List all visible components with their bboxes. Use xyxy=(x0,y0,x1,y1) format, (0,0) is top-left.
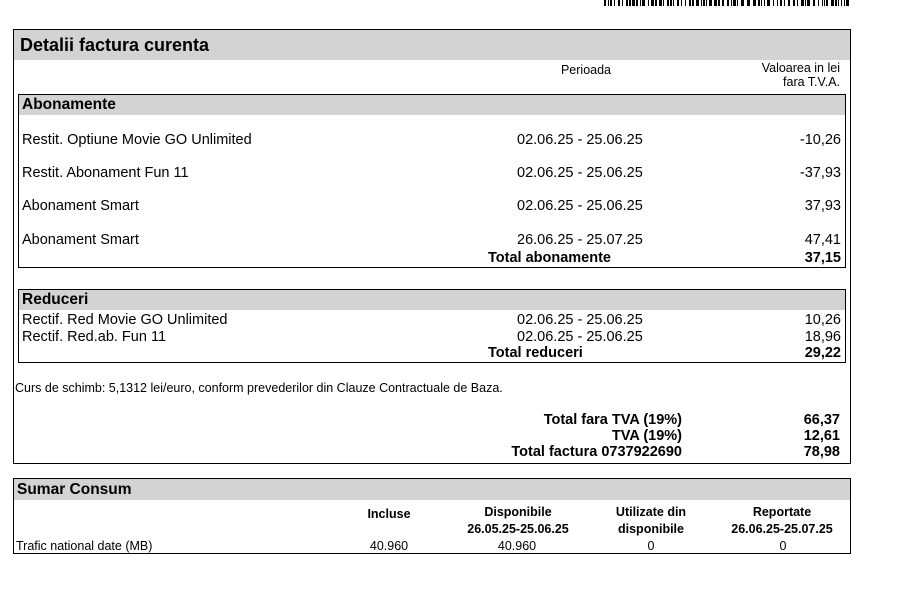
barcode-bar xyxy=(670,0,672,6)
header-used-line1: Utilizate din xyxy=(615,505,687,519)
barcode-bar xyxy=(677,0,679,6)
barcode-bar xyxy=(685,0,686,6)
barcode-bar xyxy=(622,0,623,6)
usage-summary-section xyxy=(13,478,851,554)
row-name: Rectif. Red Movie GO Unlimited xyxy=(22,312,228,328)
barcode-bar xyxy=(632,0,635,6)
barcode-bar xyxy=(807,0,810,6)
column-header-value xyxy=(714,61,840,89)
total-without-vat-label: Total fara TVA (19%) xyxy=(543,412,682,428)
barcode-bar xyxy=(692,0,694,6)
barcode-bar xyxy=(844,0,845,6)
barcode-bar xyxy=(651,0,654,6)
row-value: 10,26 xyxy=(804,312,841,328)
barcode-bar xyxy=(793,0,795,6)
barcode-bar xyxy=(731,0,732,6)
row-period: 02.06.25 - 25.06.25 xyxy=(517,329,643,345)
barcode-bar xyxy=(741,0,744,6)
barcode-bar xyxy=(747,0,750,6)
barcode-bar xyxy=(784,0,785,6)
barcode-bar xyxy=(788,0,790,6)
barcode-bar xyxy=(701,0,702,6)
header-included: Incluse xyxy=(367,507,411,521)
barcode-bar xyxy=(640,0,641,6)
barcode-bar xyxy=(604,0,606,6)
vat-label: TVA (19%) xyxy=(611,428,682,444)
barcode-bar xyxy=(722,0,724,6)
total-without-vat-value: 66,37 xyxy=(803,412,840,428)
subscriptions-total-label: Total abonamente xyxy=(488,250,611,266)
discounts-title: Reduceri xyxy=(19,290,845,310)
barcode-bar xyxy=(706,0,707,6)
subscriptions-total-value: 37,15 xyxy=(804,250,841,266)
row-value: -10,26 xyxy=(799,132,841,148)
barcode-bar xyxy=(642,0,645,6)
row-period: 02.06.25 - 25.06.25 xyxy=(517,198,643,214)
barcode-bar xyxy=(846,0,849,6)
barcode-bar xyxy=(767,0,770,6)
invoice-total-value: 78,98 xyxy=(803,444,840,460)
barcode-bar xyxy=(758,0,760,6)
usage-summary-title: Sumar Consum xyxy=(14,479,850,500)
row-name: Restit. Optiune Movie GO Unlimited xyxy=(22,132,252,148)
barcode-bar xyxy=(805,0,806,6)
column-header-value-line2: fara T.V.A. xyxy=(783,75,840,89)
row-period: 02.06.25 - 25.06.25 xyxy=(517,312,643,328)
row-name: Restit. Abonament Fun 11 xyxy=(22,165,189,181)
usage-row-used: 0 xyxy=(647,539,655,553)
barcode-bar xyxy=(818,0,819,6)
row-name: Abonament Smart xyxy=(22,232,139,248)
row-name: Abonament Smart xyxy=(22,198,139,214)
barcode xyxy=(604,0,848,6)
barcode-bar xyxy=(835,0,837,6)
barcode-bar xyxy=(826,0,828,6)
discounts-total-label: Total reduceri xyxy=(488,345,583,361)
header-carried-line1: Reportate xyxy=(752,505,812,519)
barcode-bar xyxy=(608,0,609,6)
barcode-bar xyxy=(663,0,664,6)
barcode-bar xyxy=(614,0,615,6)
header-carried-line2: 26.06.25-25.07.25 xyxy=(731,522,833,536)
barcode-bar xyxy=(659,0,662,6)
discounts-total-value: 29,22 xyxy=(804,345,841,361)
barcode-bar xyxy=(753,0,756,6)
barcode-bar xyxy=(824,0,825,6)
barcode-bar xyxy=(841,0,842,6)
header-available-line1: Disponibile xyxy=(484,505,552,519)
row-period: 02.06.25 - 25.06.25 xyxy=(517,165,643,181)
usage-row-name: Trafic national date (MB) xyxy=(16,539,153,553)
barcode-bar xyxy=(696,0,699,6)
barcode-bar xyxy=(673,0,674,6)
barcode-bar xyxy=(718,0,720,6)
barcode-bar xyxy=(714,0,717,6)
barcode-bar xyxy=(801,0,804,6)
subscriptions-title: Abonamente xyxy=(19,95,845,115)
row-value: -37,93 xyxy=(799,165,841,181)
header-available-line2: 26.05.25-25.06.25 xyxy=(467,522,569,536)
discounts-section xyxy=(18,289,846,363)
column-header-period: Perioada xyxy=(560,63,612,77)
barcode-bar xyxy=(667,0,669,6)
vat-value: 12,61 xyxy=(803,428,840,444)
barcode-bar xyxy=(733,0,736,6)
exchange-rate-note: Curs de schimb: 5,1312 lei/euro, conform prevederilor din Clauze Contractuale de Baza. xyxy=(15,381,503,395)
barcode-bar xyxy=(761,0,762,6)
barcode-bar xyxy=(813,0,815,6)
usage-row-included: 40.960 xyxy=(369,539,409,553)
barcode-bar xyxy=(777,0,778,6)
invoice-total-label: Total factura 0737922690 xyxy=(511,444,682,460)
barcode-bar xyxy=(648,0,649,6)
row-value: 18,96 xyxy=(804,329,841,345)
header-carried-over xyxy=(714,504,850,538)
column-header-value-line1: Valoarea in lei xyxy=(761,61,840,75)
row-value: 47,41 xyxy=(804,232,841,248)
barcode-bar xyxy=(636,0,638,6)
barcode-bar xyxy=(626,0,628,6)
barcode-bar xyxy=(773,0,774,6)
usage-row-carried: 0 xyxy=(779,539,787,553)
barcode-bar xyxy=(797,0,798,6)
barcode-bar xyxy=(838,0,839,6)
barcode-bar xyxy=(703,0,705,6)
barcode-bar xyxy=(831,0,834,6)
header-used-line2: disponibile xyxy=(618,522,684,536)
barcode-bar xyxy=(681,0,682,6)
barcode-bar xyxy=(709,0,712,6)
row-value: 37,93 xyxy=(804,198,841,214)
barcode-bar xyxy=(618,0,620,6)
barcode-bar xyxy=(629,0,631,6)
barcode-bar xyxy=(764,0,765,6)
section-title: Detalii factura curenta xyxy=(14,30,850,60)
barcode-bar xyxy=(727,0,729,6)
header-used xyxy=(596,504,706,538)
row-period: 02.06.25 - 25.06.25 xyxy=(517,132,643,148)
barcode-bar xyxy=(610,0,612,6)
usage-row-available: 40.960 xyxy=(497,539,537,553)
subscriptions-section xyxy=(18,94,846,268)
row-period: 26.06.25 - 25.07.25 xyxy=(517,232,643,248)
barcode-bar xyxy=(780,0,782,6)
barcode-bar xyxy=(737,0,738,6)
row-name: Rectif. Red.ab. Fun 11 xyxy=(22,329,167,345)
header-available xyxy=(444,504,592,538)
barcode-bar xyxy=(822,0,823,6)
barcode-bar xyxy=(655,0,657,6)
barcode-bar xyxy=(689,0,691,6)
